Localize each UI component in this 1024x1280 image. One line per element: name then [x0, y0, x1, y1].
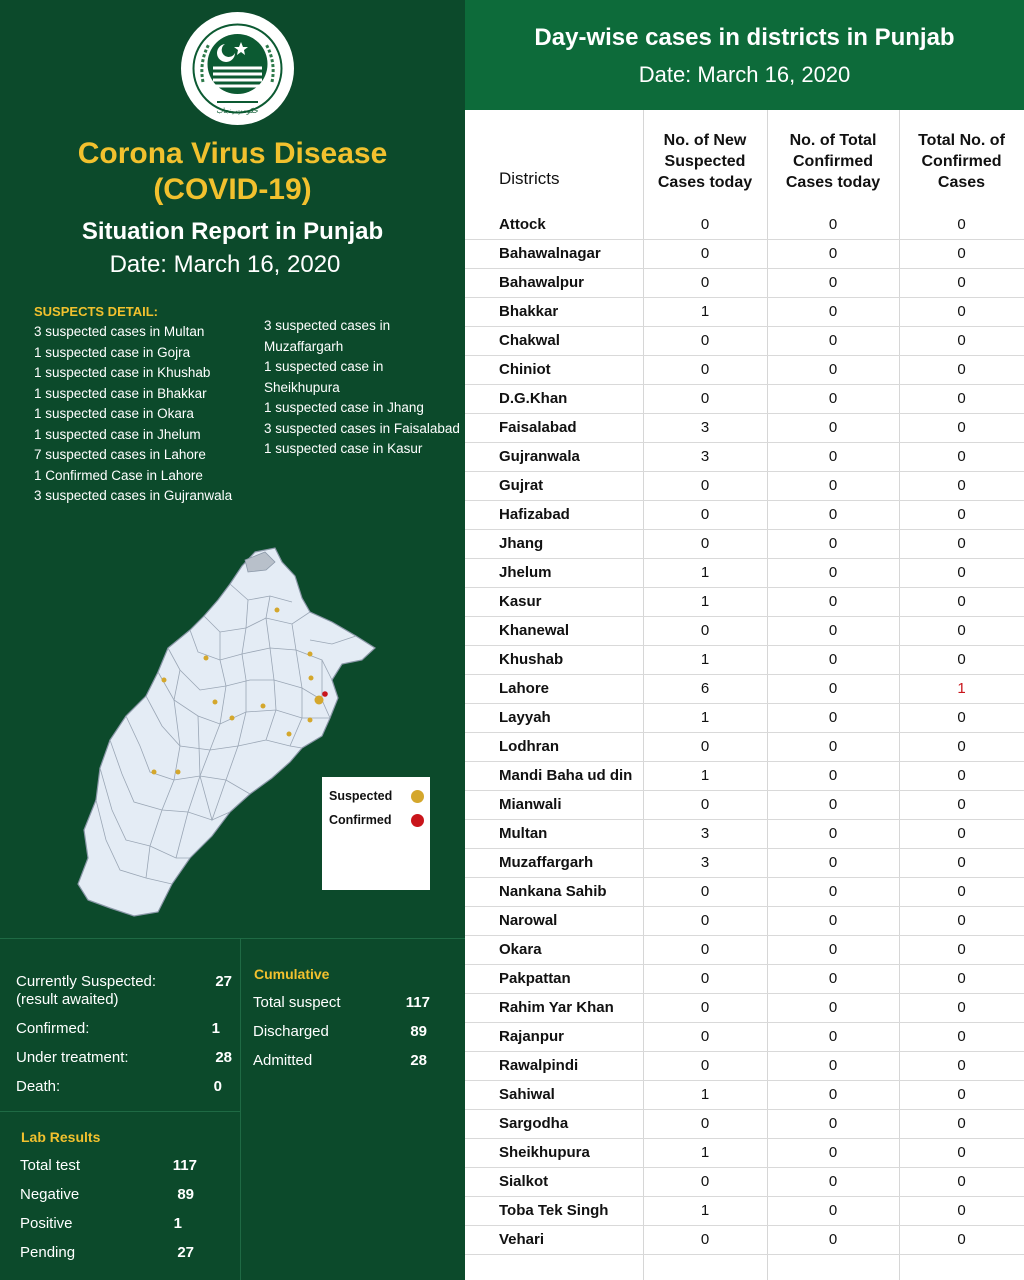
- district-cases-table: [465, 110, 1024, 1280]
- total-suspect-value: 117: [405, 994, 430, 1011]
- total-confirmed-cell: 0: [957, 477, 966, 494]
- table-row: [465, 356, 1024, 385]
- new-suspected-cell: 0: [700, 999, 710, 1016]
- district-cell: Faisalabad: [499, 419, 577, 436]
- punjab-government-emblem-icon: [181, 12, 294, 125]
- district-cell: D.G.Khan: [499, 390, 568, 407]
- confirmed-today-cell: 0: [828, 999, 838, 1016]
- header-line: No. of New: [663, 132, 747, 149]
- positive-label: Positive: [20, 1215, 73, 1232]
- total-confirmed-cell: 0: [957, 274, 966, 291]
- district-cell: Bhakkar: [499, 303, 559, 320]
- total-confirmed-cell: 0: [957, 796, 966, 813]
- confirmed-today-cell: 0: [828, 941, 838, 958]
- confirmed-today-cell: 0: [828, 245, 838, 262]
- suspect-item: 1 suspected case in: [264, 359, 384, 374]
- table-row: [465, 646, 1024, 675]
- table-row: [465, 791, 1024, 820]
- header-line: Suspected: [664, 153, 746, 170]
- district-cell: Gujranwala: [499, 448, 580, 465]
- total-test-value: 117: [172, 1157, 197, 1174]
- total-confirmed-cell: 0: [957, 854, 966, 871]
- confirmed-today-cell: 0: [828, 622, 838, 639]
- confirmed-today-cell: 0: [828, 970, 838, 987]
- district-cell: Sheikhupura: [499, 1144, 590, 1161]
- table-row: [465, 1168, 1024, 1197]
- table-row: [465, 1023, 1024, 1052]
- total-confirmed-cell: 0: [957, 1086, 966, 1103]
- table-row: [465, 240, 1024, 269]
- suspected-marker: [213, 700, 218, 705]
- table-row: [465, 327, 1024, 356]
- header-line: Confirmed: [921, 153, 1002, 170]
- cumulative-heading: Cumulative: [254, 966, 330, 982]
- total-confirmed-cell: 0: [957, 1231, 966, 1248]
- district-cell: Jhang: [499, 535, 544, 552]
- total-confirmed-cell: 0: [957, 1144, 966, 1161]
- suspect-item: 3 suspected cases in Multan: [34, 324, 205, 339]
- table-row: [465, 472, 1024, 501]
- suspects-list-2: [264, 316, 464, 460]
- confirmed-today-cell: 0: [828, 1057, 838, 1074]
- legend-confirmed-label: Confirmed: [329, 813, 392, 827]
- district-cell: Rajanpur: [499, 1028, 565, 1045]
- suspects-list-1: [34, 322, 232, 507]
- table-row: [465, 994, 1024, 1023]
- new-suspected-cell: 1: [700, 709, 710, 726]
- table-row: [465, 1139, 1024, 1168]
- new-suspected-cell: 0: [700, 1028, 710, 1045]
- total-confirmed-cell: 0: [957, 738, 966, 755]
- district-cell: Hafizabad: [499, 506, 570, 523]
- suspect-item: 3 suspected cases in: [264, 318, 391, 333]
- map-legend: [322, 777, 430, 890]
- total-confirmed-cell: 0: [957, 1115, 966, 1132]
- total-test-label: Total test: [20, 1157, 81, 1174]
- total-confirmed-cell: 0: [957, 825, 966, 842]
- confirmed-today-cell: 0: [828, 564, 838, 581]
- suspected-marker: [309, 676, 314, 681]
- total-confirmed-cell: 0: [957, 593, 966, 610]
- table-row: [465, 675, 1024, 704]
- total-confirmed-cell: 0: [957, 883, 966, 900]
- new-suspected-cell: 0: [700, 883, 710, 900]
- confirmed-today-cell: 0: [828, 1231, 838, 1248]
- table-row: [465, 588, 1024, 617]
- suspect-item: 1 Confirmed Case in Lahore: [34, 467, 203, 483]
- header-line: Cases: [937, 174, 986, 191]
- currently-suspected-note: (result awaited): [16, 991, 119, 1008]
- district-cell: Lodhran: [499, 738, 559, 755]
- negative-value: 89: [177, 1186, 194, 1203]
- district-cell: Vehari: [499, 1231, 545, 1248]
- confirmed-value: 1: [211, 1020, 220, 1037]
- legend-confirmed: [329, 813, 424, 827]
- confirmed-today-cell: 0: [828, 796, 838, 813]
- table-row: [465, 617, 1024, 646]
- new-suspected-cell: 1: [700, 651, 710, 668]
- table-row: [465, 965, 1024, 994]
- new-suspected-cell: 0: [700, 738, 710, 755]
- title-line-1: Corona Virus Disease: [77, 137, 388, 170]
- district-cell: Rawalpindi: [499, 1057, 579, 1074]
- table-row: [465, 385, 1024, 414]
- district-cell: Mandi Baha ud din: [499, 767, 633, 784]
- death-label: Death:: [16, 1078, 61, 1095]
- district-cell: Pakpattan: [499, 970, 571, 987]
- confirmed-today-cell: 0: [828, 883, 838, 900]
- table-row: [465, 733, 1024, 762]
- total-confirmed-cell: 0: [957, 390, 966, 407]
- stats-divider: [240, 939, 241, 1280]
- confirmed-label: Confirmed:: [16, 1020, 90, 1037]
- district-cell: Chakwal: [499, 332, 560, 349]
- total-confirmed-cell: 0: [957, 651, 966, 668]
- confirmed-dot-icon: [411, 814, 424, 827]
- district-cell: Muzaffargarh: [499, 854, 594, 871]
- new-suspected-cell: 0: [700, 506, 710, 523]
- suspect-item: Sheikhupura: [264, 379, 340, 395]
- table-row: [465, 849, 1024, 878]
- confirmed-today-cell: 0: [828, 535, 838, 552]
- admitted-label: Admitted: [253, 1052, 313, 1069]
- total-confirmed-cell: 0: [957, 709, 966, 726]
- currently-suspected-label: Currently Suspected:: [16, 973, 157, 990]
- table-row: [465, 298, 1024, 327]
- confirmed-today-cell: 0: [828, 1086, 838, 1103]
- table-title: Day-wise cases in districts in Punjab: [534, 24, 955, 51]
- suspected-marker: [162, 678, 167, 683]
- suspect-item: 1 suspected case in Khushab: [34, 365, 211, 380]
- pending-label: Pending: [20, 1244, 76, 1261]
- confirmed-today-cell: 0: [828, 274, 838, 291]
- under-treatment-value: 28: [215, 1049, 232, 1066]
- suspected-dot-icon: [411, 790, 424, 803]
- left-panel: [0, 0, 465, 1280]
- confirmed-today-cell: 0: [828, 767, 838, 784]
- district-cell: Khanewal: [499, 622, 570, 639]
- district-cell: Jhelum: [499, 564, 552, 581]
- confirmed-today-cell: 0: [828, 1028, 838, 1045]
- suspected-marker: [152, 770, 157, 775]
- total-confirmed-cell: 0: [957, 216, 966, 233]
- new-suspected-cell: 1: [700, 1144, 710, 1161]
- report-title: [0, 136, 465, 208]
- confirmed-today-cell: 0: [828, 1202, 838, 1219]
- table-row: [465, 559, 1024, 588]
- new-suspected-cell: 1: [700, 593, 710, 610]
- new-suspected-cell: 0: [700, 941, 710, 958]
- new-suspected-cell: 0: [700, 332, 710, 349]
- confirmed-today-cell: 0: [828, 738, 838, 755]
- table-row: [465, 704, 1024, 733]
- confirmed-today-cell: 0: [828, 1144, 838, 1161]
- legend-suspected-label: Suspected: [329, 789, 393, 803]
- total-confirmed-cell: 0: [957, 535, 966, 552]
- death-value: 0: [213, 1078, 222, 1095]
- total-confirmed-cell: 0: [957, 419, 966, 436]
- table-row: [465, 936, 1024, 965]
- table-row: [465, 1081, 1024, 1110]
- district-cell: Okara: [499, 941, 542, 958]
- suspect-item: 1 suspected case in Okara: [34, 406, 194, 421]
- table-row: [465, 530, 1024, 559]
- confirmed-today-cell: 0: [828, 593, 838, 610]
- header-line: No. of Total: [789, 132, 877, 149]
- suspect-item: 1 suspected case in Jhelum: [34, 426, 201, 442]
- suspect-item: 1 suspected case in Bhakkar: [34, 385, 207, 401]
- total-confirmed-cell: 1: [957, 680, 966, 697]
- new-suspected-cell: 1: [700, 1202, 710, 1219]
- total-confirmed-cell: 0: [957, 332, 966, 349]
- table-row: [465, 1052, 1024, 1081]
- confirmed-today-cell: 0: [828, 506, 838, 523]
- table-row: [465, 820, 1024, 849]
- positive-value: 1: [173, 1215, 182, 1232]
- total-confirmed-cell: 0: [957, 506, 966, 523]
- new-suspected-cell: 0: [700, 1057, 710, 1074]
- header-total-confirmed: [899, 130, 1024, 193]
- total-confirmed-cell: 0: [957, 767, 966, 784]
- total-confirmed-cell: 0: [957, 564, 966, 581]
- confirmed-today-cell: 0: [828, 651, 838, 668]
- confirmed-marker: [322, 691, 328, 697]
- title-line-2: (COVID-19): [153, 173, 312, 206]
- pending-value: 27: [177, 1244, 194, 1261]
- report-subtitle: Situation Report in Punjab: [81, 218, 384, 245]
- suspected-marker: [315, 696, 324, 705]
- suspect-item: Muzaffargarh: [264, 338, 344, 354]
- new-suspected-cell: 1: [700, 564, 710, 581]
- new-suspected-cell: 1: [700, 303, 710, 320]
- new-suspected-cell: 1: [700, 1086, 710, 1103]
- new-suspected-cell: 0: [700, 477, 710, 494]
- emblem-caption: حکومتِ پنجاب: [216, 107, 259, 115]
- header-districts: Districts: [499, 169, 560, 188]
- suspected-marker: [308, 718, 313, 723]
- total-confirmed-cell: 0: [957, 1028, 966, 1045]
- confirmed-today-cell: 0: [828, 303, 838, 320]
- confirmed-today-cell: 0: [828, 448, 838, 465]
- table-row: [465, 269, 1024, 298]
- discharged-value: 89: [410, 1023, 427, 1040]
- header-line: Total No. of: [918, 132, 1005, 149]
- header-line: Cases today: [785, 174, 881, 191]
- suspected-marker: [261, 704, 266, 709]
- district-cell: Khushab: [499, 651, 564, 668]
- total-confirmed-cell: 0: [957, 912, 966, 929]
- table-row: [465, 907, 1024, 936]
- table-row: [465, 762, 1024, 791]
- district-cell: Toba Tek Singh: [499, 1202, 609, 1219]
- header-new-suspected: [643, 130, 767, 193]
- new-suspected-cell: 3: [700, 419, 710, 436]
- new-suspected-cell: 0: [700, 796, 710, 813]
- district-cell: Sialkot: [499, 1173, 549, 1190]
- new-suspected-cell: 1: [700, 767, 710, 784]
- suspects-heading: SUSPECTS DETAIL:: [34, 304, 158, 319]
- total-confirmed-cell: 0: [957, 622, 966, 639]
- header-total-confirmed-today: [767, 130, 899, 193]
- total-confirmed-cell: 0: [957, 1057, 966, 1074]
- district-cell: Chiniot: [499, 361, 551, 378]
- table-row: [465, 1110, 1024, 1139]
- confirmed-today-cell: 0: [828, 825, 838, 842]
- suspected-marker: [275, 608, 280, 613]
- suspected-marker: [230, 716, 235, 721]
- new-suspected-cell: 3: [700, 854, 710, 871]
- suspect-item: 1 suspected case in Jhang: [264, 400, 424, 415]
- suspect-item: 1 suspected case in Kasur: [264, 441, 423, 456]
- table-header-banner: [465, 0, 1024, 110]
- district-cell: Narowal: [499, 912, 558, 929]
- new-suspected-cell: 0: [700, 1115, 710, 1132]
- district-cell: Lahore: [499, 680, 550, 697]
- table-row: [465, 1226, 1024, 1255]
- new-suspected-cell: 0: [700, 970, 710, 987]
- district-cell: Attock: [499, 216, 546, 233]
- total-confirmed-cell: 0: [957, 970, 966, 987]
- header-line: Confirmed: [793, 153, 873, 170]
- suspected-marker: [308, 652, 313, 657]
- table-row: [465, 878, 1024, 907]
- table-row: [465, 501, 1024, 530]
- new-suspected-cell: 0: [700, 912, 710, 929]
- total-confirmed-cell: 0: [957, 361, 966, 378]
- new-suspected-cell: 0: [700, 390, 710, 407]
- total-confirmed-cell: 0: [957, 999, 966, 1016]
- suspected-marker: [287, 732, 292, 737]
- confirmed-today-cell: 0: [828, 1115, 838, 1132]
- total-suspect-label: Total suspect: [253, 994, 341, 1011]
- district-cell: Nankana Sahib: [499, 883, 607, 900]
- under-treatment-label: Under treatment:: [16, 1049, 129, 1066]
- lab-results-heading: Lab Results: [21, 1129, 101, 1145]
- table-row: [465, 1197, 1024, 1226]
- confirmed-today-cell: 0: [828, 216, 838, 233]
- new-suspected-cell: 0: [700, 216, 710, 233]
- new-suspected-cell: 3: [700, 448, 710, 465]
- district-cell: Bahawalnagar: [499, 245, 601, 262]
- confirmed-today-cell: 0: [828, 1173, 838, 1190]
- new-suspected-cell: 0: [700, 1173, 710, 1190]
- stats-divider: [0, 1111, 240, 1112]
- suspect-item: 3 suspected cases in Gujranwala: [34, 488, 233, 503]
- new-suspected-cell: 0: [700, 622, 710, 639]
- confirmed-today-cell: 0: [828, 419, 838, 436]
- new-suspected-cell: 0: [700, 1231, 710, 1248]
- new-suspected-cell: 0: [700, 245, 710, 262]
- header-line: Cases today: [657, 174, 753, 191]
- district-cell: Gujrat: [499, 477, 544, 494]
- district-cell: Layyah: [499, 709, 551, 726]
- confirmed-today-cell: 0: [828, 361, 838, 378]
- district-cell: Sargodha: [499, 1115, 569, 1132]
- district-cell: Bahawalpur: [499, 274, 585, 291]
- admitted-value: 28: [410, 1052, 427, 1069]
- district-cell: Multan: [499, 825, 548, 842]
- table-date: Date: March 16, 2020: [638, 62, 851, 87]
- confirmed-today-cell: 0: [828, 477, 838, 494]
- currently-suspected-value: 27: [215, 973, 232, 990]
- confirmed-today-cell: 0: [828, 912, 838, 929]
- suspected-marker: [204, 656, 209, 661]
- total-confirmed-cell: 0: [957, 1202, 966, 1219]
- negative-label: Negative: [20, 1186, 80, 1203]
- confirmed-today-cell: 0: [828, 390, 838, 407]
- total-confirmed-cell: 0: [957, 1173, 966, 1190]
- suspect-item: 7 suspected cases in Lahore: [34, 447, 206, 462]
- table-row: [465, 443, 1024, 472]
- suspect-item: 3 suspected cases in Faisalabad: [264, 420, 460, 436]
- suspect-item: 1 suspected case in Gojra: [34, 344, 191, 360]
- new-suspected-cell: 0: [700, 361, 710, 378]
- table-row: [465, 211, 1024, 240]
- legend-suspected: [329, 789, 424, 803]
- district-cell: Mianwali: [499, 796, 562, 813]
- total-confirmed-cell: 0: [957, 303, 966, 320]
- total-confirmed-cell: 0: [957, 941, 966, 958]
- stats-section: [0, 938, 465, 1280]
- new-suspected-cell: 3: [700, 825, 710, 842]
- confirmed-today-cell: 0: [828, 332, 838, 349]
- confirmed-today-cell: 0: [828, 709, 838, 726]
- report-date: Date: March 16, 2020: [109, 251, 341, 278]
- district-cell: Sahiwal: [499, 1086, 555, 1103]
- district-cell: Kasur: [499, 593, 542, 610]
- new-suspected-cell: 0: [700, 535, 710, 552]
- district-cell: Rahim Yar Khan: [499, 999, 614, 1016]
- total-confirmed-cell: 0: [957, 245, 966, 262]
- new-suspected-cell: 0: [700, 274, 710, 291]
- suspected-marker: [176, 770, 181, 775]
- table-row: [465, 414, 1024, 443]
- discharged-label: Discharged: [253, 1023, 329, 1040]
- new-suspected-cell: 6: [700, 680, 710, 697]
- confirmed-today-cell: 0: [828, 680, 838, 697]
- total-confirmed-cell: 0: [957, 448, 966, 465]
- confirmed-today-cell: 0: [828, 854, 838, 871]
